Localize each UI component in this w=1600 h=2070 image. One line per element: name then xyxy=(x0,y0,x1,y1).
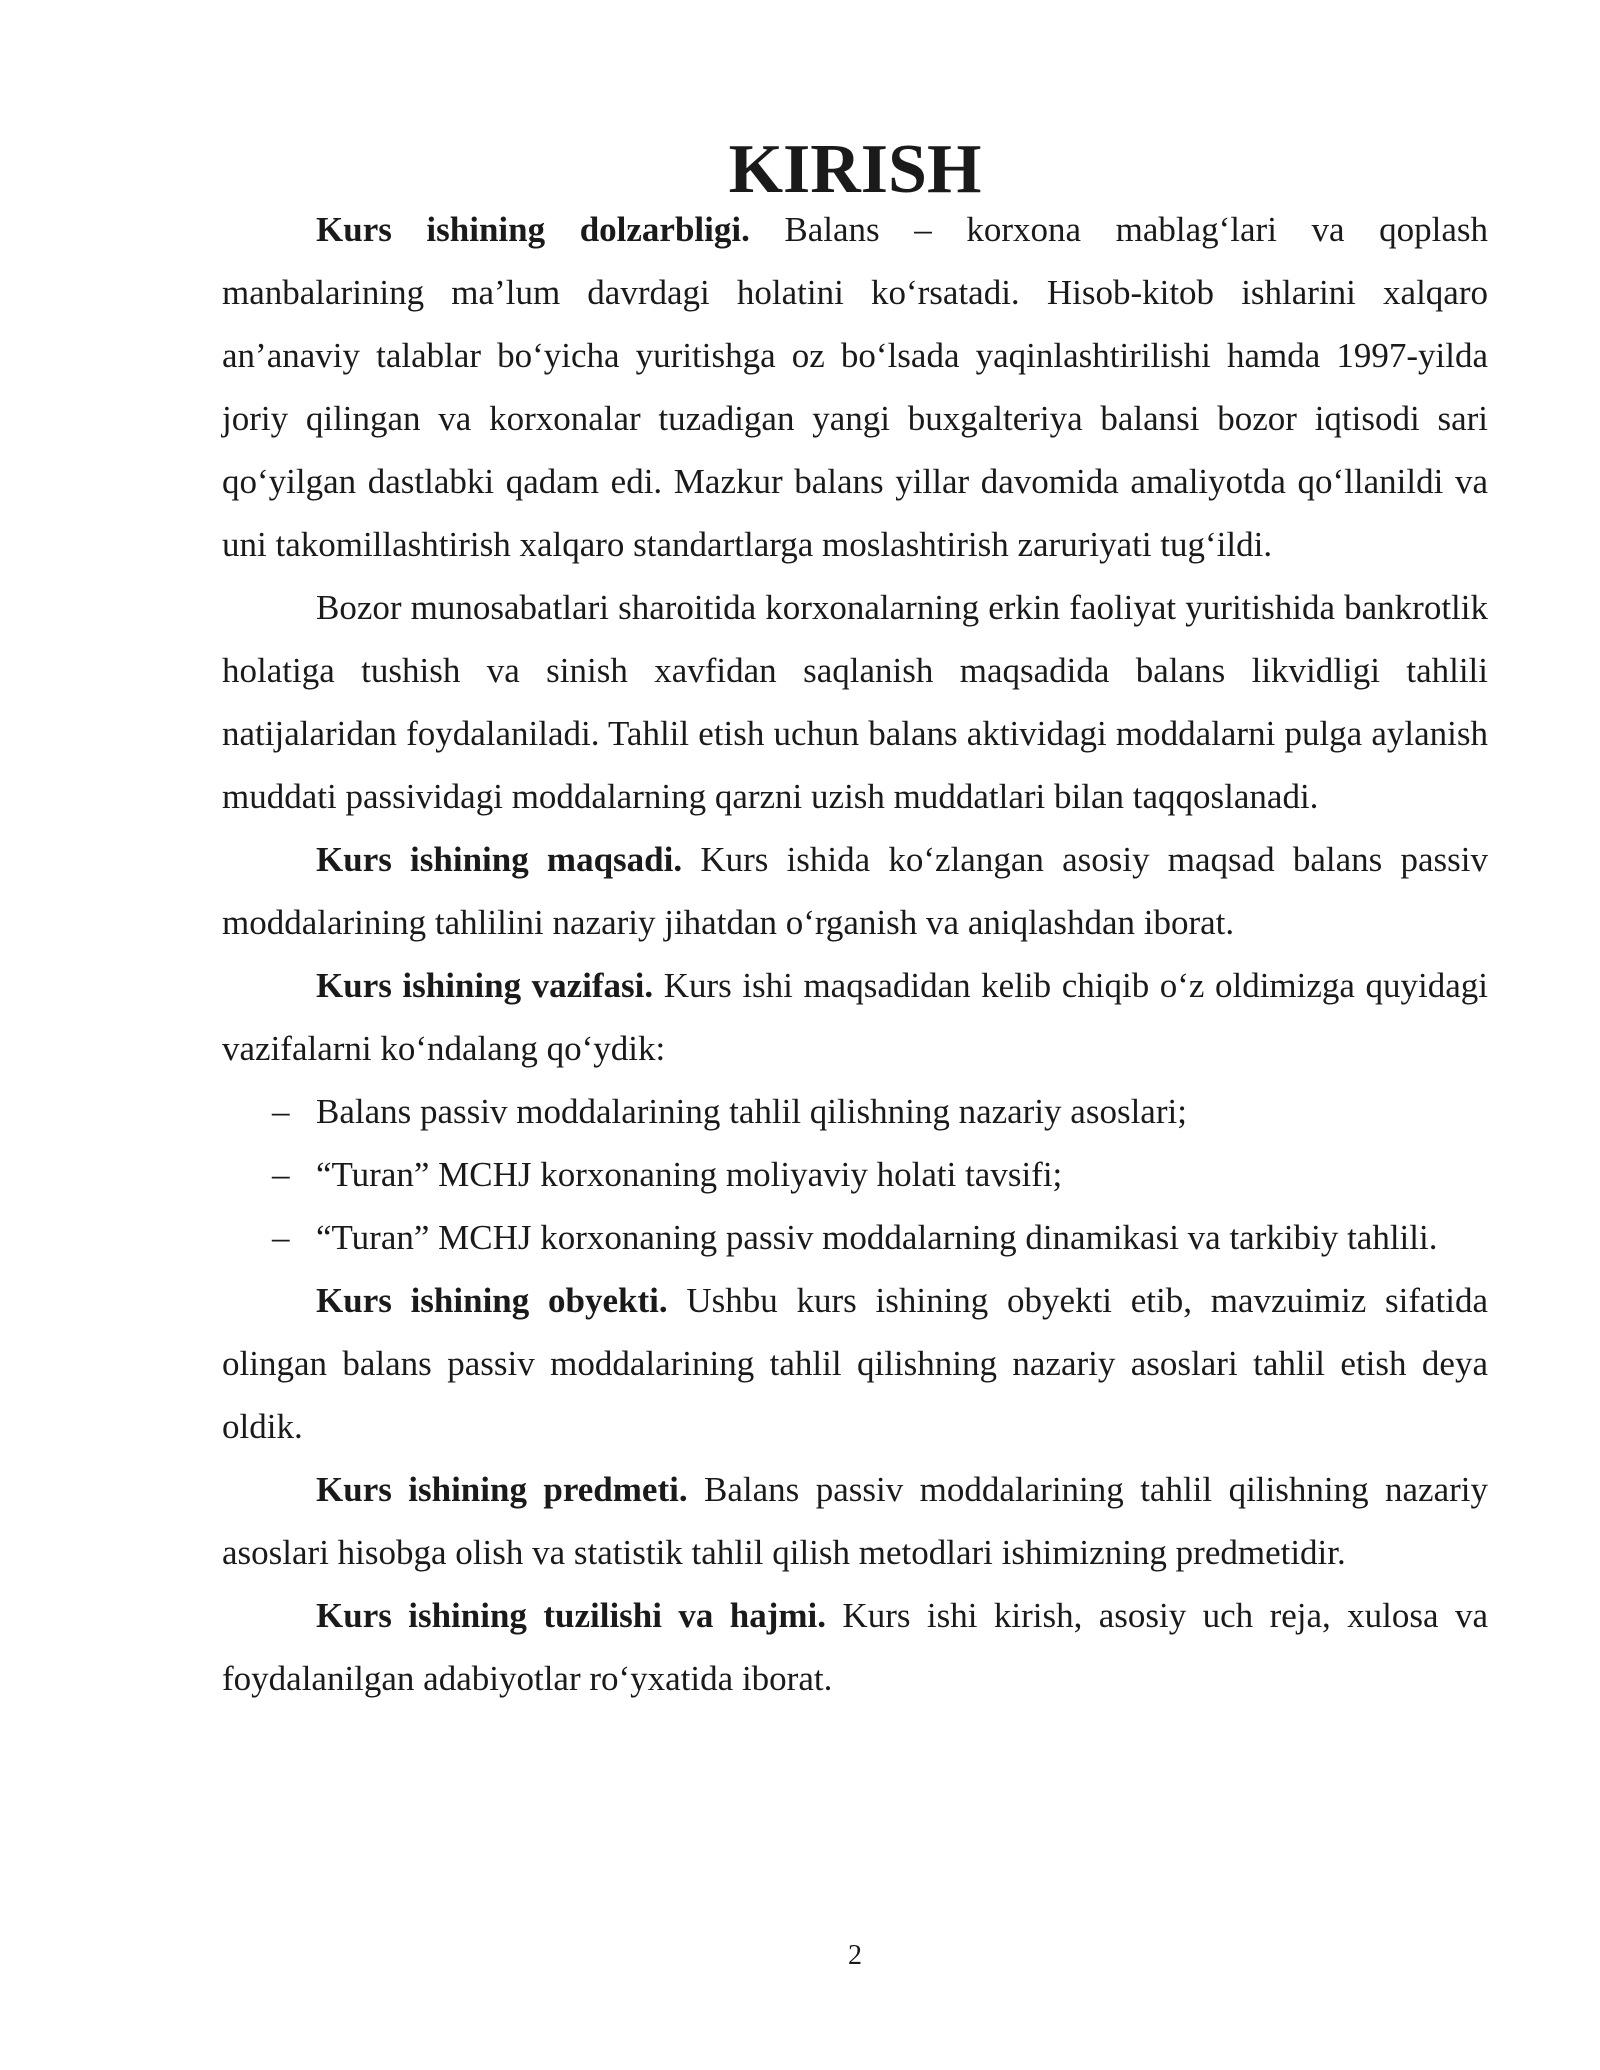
paragraph-tuzilishi xyxy=(222,1584,1488,1710)
heading-dolzarbligi: Kurs ishining dolzarbligi. xyxy=(316,210,750,249)
text-vazifasi: Kurs ishi maqsadidan kelib chiqib o‘z oldimizga quyidagi vazifalarni ko‘ndalang qo‘ydik: xyxy=(222,966,1488,1068)
heading-predmeti: Kurs ishining predmeti. xyxy=(316,1470,688,1509)
page-number: 2 xyxy=(848,1940,862,1971)
text-bozor: Bozor munosabatlari sharoitida korxonalarning erkin faoliyat yuritishida bankrotlik holatiga tushish va sinish xavfidan saqlanish maqsadida balans likvidligi tahlili natijalaridan foydalaniladi. Tahlil etish uchun balans aktividagi moddalarni pulga aylanish muddati passividagi moddalarning qarzni uzish muddatlari bilan taqqoslanadi. xyxy=(222,588,1488,816)
heading-vazifasi: Kurs ishining vazifasi. xyxy=(316,966,654,1005)
list-item-text: Balans passiv moddalarining tahlil qilishning nazariy asoslari; xyxy=(316,1092,1187,1131)
paragraph-predmeti xyxy=(222,1458,1488,1584)
dash-bullet: – xyxy=(272,1092,290,1131)
list-item xyxy=(222,1206,1488,1269)
text-dolzarbligi: Balans – korxona mablag‘lari va qoplash manbalarining ma’lum davrdagi holatini ko‘rsatadi. Hisob-kitob ishlarini xalqaro an’anaviy talablar bo‘yicha yuritishga oz bo‘lsada yaqinlashtirilishi hamda 1997-yilda joriy qilingan va korxonalar tuzadigan yangi buxgalteriya balansi bozor iqtisodi sari qo‘yilgan dastlabki qadam edi. Mazkur balans yillar davomida amaliyotda qo‘llanildi va uni takomillashtirish xalqaro standartlarga moslashtirish zaruriyati tug‘ildi. xyxy=(222,210,1488,564)
paragraph-bozor xyxy=(222,576,1488,828)
paragraph-dolzarbligi xyxy=(222,198,1488,576)
page-title: KIRISH xyxy=(728,131,982,208)
list-item xyxy=(222,1080,1488,1143)
text-predmeti: Balans passiv moddalarining tahlil qilishning nazariy asoslari hisobga olish va statistik tahlil qilish metodlari ishimizning predmetidir. xyxy=(222,1470,1488,1572)
list-item xyxy=(222,1143,1488,1206)
paragraph-maqsadi xyxy=(222,828,1488,954)
document-page xyxy=(222,131,1489,1710)
task-list xyxy=(222,1080,1488,1269)
text-maqsadi: Kurs ishida ko‘zlangan asosiy maqsad balans passiv moddalarining tahlilini nazariy jihatdan o‘rganish va aniqlashdan iborat. xyxy=(222,840,1489,942)
text-tuzilishi: Kurs ishi kirish, asosiy uch reja, xulosa va foydalanilgan adabiyotlar ro‘yxatida iborat. xyxy=(222,1596,1488,1698)
list-item-text: “Turan” MCHJ korxonaning moliyaviy holati tavsifi; xyxy=(316,1155,1063,1194)
heading-tuzilishi: Kurs ishining tuzilishi va hajmi. xyxy=(316,1596,827,1635)
heading-obyekti: Kurs ishining obyekti. xyxy=(316,1281,668,1320)
paragraph-vazifasi xyxy=(222,954,1488,1080)
paragraph-obyekti xyxy=(222,1269,1488,1458)
dash-bullet: – xyxy=(272,1218,290,1257)
text-obyekti: Ushbu kurs ishining obyekti etib, mavzuimiz sifatida olingan balans passiv moddalarining tahlil qilishning nazariy asoslari tahlil etish deya oldik. xyxy=(222,1281,1488,1446)
list-item-text: “Turan” MCHJ korxonaning passiv moddalarning dinamikasi va tarkibiy tahlili. xyxy=(316,1218,1438,1257)
heading-maqsadi: Kurs ishining maqsadi. xyxy=(316,840,683,879)
dash-bullet: – xyxy=(272,1155,290,1194)
